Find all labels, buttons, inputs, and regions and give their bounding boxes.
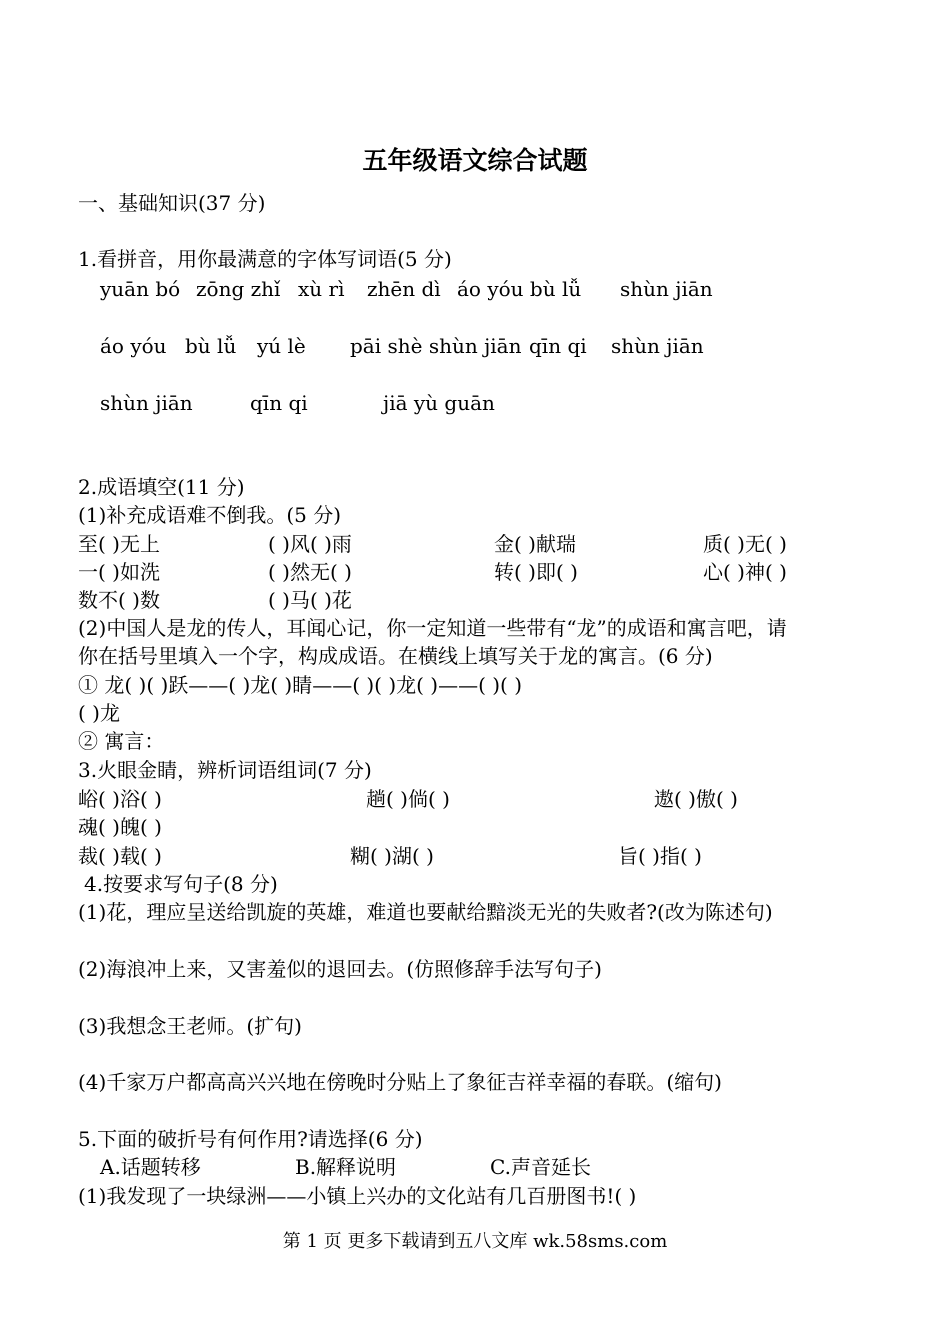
option: A.话题转移: [100, 1155, 201, 1179]
option: B.解释说明: [295, 1155, 397, 1179]
sentence-task: (3)我想念王老师。(扩句): [78, 1014, 302, 1038]
page-title: 五年级语文综合试题: [362, 146, 588, 175]
q4-heading: 4.按要求写句子(8 分): [84, 872, 278, 896]
idiom-blank: ( )然无( ): [268, 560, 352, 584]
word-pair: 糊( )湖( ): [350, 844, 434, 868]
idiom-blank: ( )风( )雨: [268, 532, 352, 556]
pinyin-item: zhēn dì: [367, 277, 441, 301]
word-pair: 裁( )载( ): [78, 844, 162, 868]
sentence-task: (1)花，理应呈送给凯旋的英雄，难道也要献给黯淡无光的失败者?(改为陈述句): [78, 900, 773, 924]
pinyin-item: qīn qi: [250, 391, 308, 415]
word-pair: 旨( )指( ): [618, 844, 702, 868]
pinyin-item: áo yóu bù lǚ: [457, 277, 582, 301]
q2-heading: 2.成语填空(11 分): [78, 475, 245, 499]
pinyin-item: shùn jiān: [100, 391, 193, 415]
word-pair: 峪( )浴( ): [78, 787, 162, 811]
pinyin-item: shùn jiān: [611, 334, 704, 358]
dragon-idioms: ① 龙( )( )跃——( )龙( )睛——( )( )龙( )——( )( ): [78, 673, 523, 697]
page-footer: 第 1 页 更多下载请到五八文库 wk.58sms.com: [282, 1231, 668, 1252]
pinyin-item: yuān bó: [100, 277, 181, 301]
idiom-blank: 数不( )数: [78, 588, 160, 612]
option: C.声音延长: [490, 1155, 591, 1179]
q1-heading: 1.看拼音，用你最满意的字体写词语(5 分): [78, 247, 452, 271]
pinyin-item: áo yóu: [100, 334, 167, 358]
word-pair: 趟( )倘( ): [366, 787, 450, 811]
pinyin-item: xù rì: [298, 277, 345, 301]
dash-question: (1)我发现了一块绿洲——小镇上兴办的文化站有几百册图书!( ): [78, 1184, 637, 1208]
pinyin-item: bù lǚ: [185, 334, 237, 358]
idiom-blank: 金( )献瑞: [494, 532, 576, 556]
idiom-blank: ( )马( )花: [268, 588, 352, 612]
idiom-blank: 心( )神( ): [703, 560, 787, 584]
q5-heading: 5.下面的破折号有何作用?请选择(6 分): [78, 1127, 423, 1151]
pinyin-item: qīn qi: [529, 334, 587, 358]
pinyin-item: shùn jiān: [620, 277, 713, 301]
sentence-task: (4)千家万户都高高兴兴地在傍晚时分贴上了象征吉祥幸福的春联。(缩句): [78, 1070, 722, 1094]
pinyin-item: zōng zhǐ: [196, 277, 281, 301]
dragon-idioms: ( )龙: [78, 701, 120, 725]
word-pair: 魂( )魄( ): [78, 815, 162, 839]
q3-heading: 3.火眼金睛，辨析词语组词(7 分): [78, 758, 372, 782]
idiom-blank: 质( )无( ): [703, 532, 787, 556]
idiom-blank: 转( )即( ): [494, 560, 578, 584]
pinyin-item: pāi shè shùn jiān: [350, 334, 522, 358]
idiom-blank: 至( )无上: [78, 532, 160, 556]
sentence-task: (2)海浪冲上来，又害羞似的退回去。(仿照修辞手法写句子): [78, 957, 602, 981]
q2-sub1: (1)补充成语难不倒我。(5 分): [78, 503, 342, 527]
q2-sub2: 你在括号里填入一个字，构成成语。在横线上填写关于龙的寓言。(6 分): [78, 644, 713, 668]
section-heading: 一、基础知识(37 分): [78, 191, 266, 215]
idiom-blank: 一( )如洗: [78, 560, 160, 584]
pinyin-item: jiā yù guān: [383, 391, 495, 415]
word-pair: 遨( )傲( ): [654, 787, 738, 811]
q2-sub2: (2)中国人是龙的传人，耳闻心记，你一定知道一些带有“龙”的成语和寓言吧，请: [78, 616, 787, 640]
fable-prompt: ② 寓言：: [78, 729, 165, 753]
pinyin-item: yú lè: [257, 334, 306, 358]
